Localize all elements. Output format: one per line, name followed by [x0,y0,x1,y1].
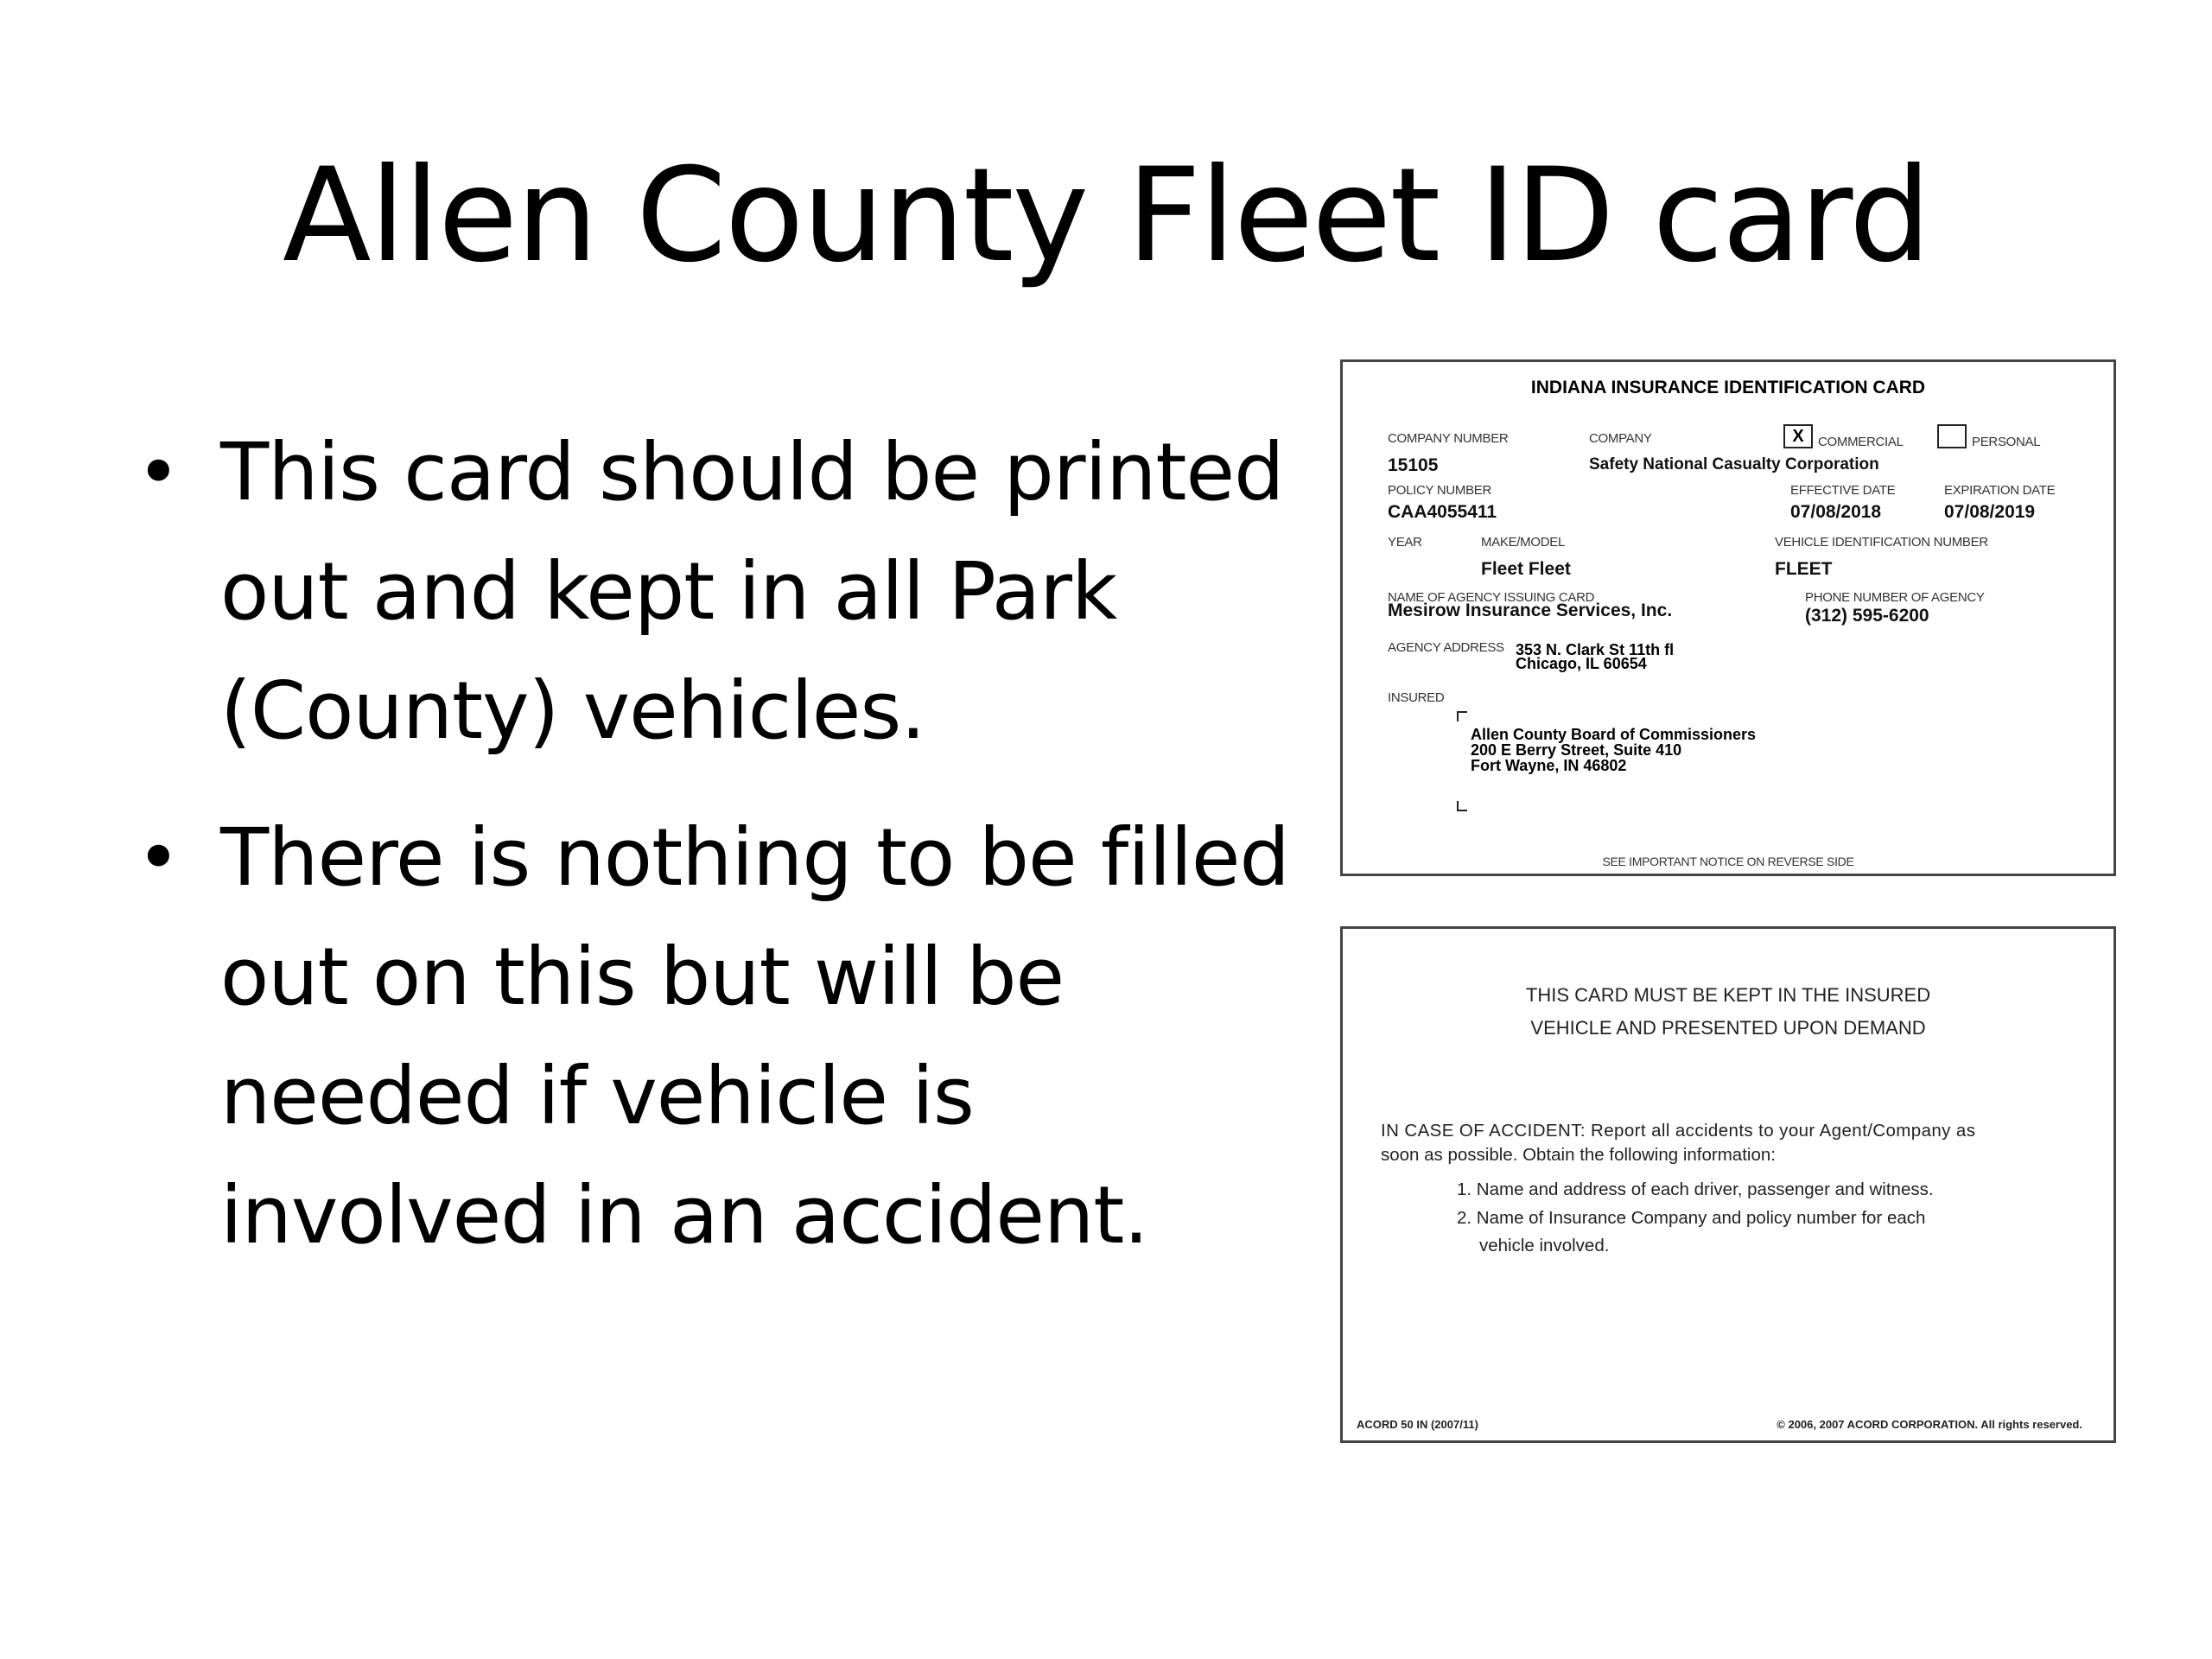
card-heading: INDIANA INSURANCE IDENTIFICATION CARD [1530,378,1926,397]
agency-name-value: Mesirow Insurance Services, Inc. [1388,601,1673,620]
accident-instructions-line1: IN CASE OF ACCIDENT: Report all accidents to your Agent/Company as [1381,1121,1976,1141]
bullet-icon: • [137,815,181,901]
personal-checkbox [1937,424,1967,448]
bullet-list [130,413,1313,1303]
accident-item-2-line1: 2. Name of Insurance Company and policy number for each [1457,1208,1926,1228]
expiration-date-value: 07/08/2019 [1944,502,2036,522]
company-value: Safety National Casualty Corporation [1589,455,1879,474]
accident-instructions-line2: soon as possible. Obtain the following information: [1381,1145,1776,1165]
policy-number-label: POLICY NUMBER [1388,483,1492,498]
agency-phone-label: PHONE NUMBER OF AGENCY [1805,590,1985,605]
bullet-text: There is nothing to be filled out on this but will be needed if vehicle is involved in an accident. [220,811,1289,1262]
insured-line2: 200 E Berry Street, Suite 410 [1471,741,1682,759]
commercial-label: COMMERCIAL [1818,435,1904,449]
make-model-label: MAKE/MODEL [1481,535,1566,550]
copyright-notice: © 2006, 2007 ACORD CORPORATION. All rights reserved. [1777,1418,2082,1431]
kept-in-vehicle-line2: VEHICLE AND PRESENTED UPON DEMAND [1530,1017,1926,1039]
accident-item-1: 1. Name and address of each driver, passenger and witness. [1457,1179,1934,1199]
company-label: COMPANY [1589,431,1652,446]
company-number-value: 15105 [1388,455,1439,475]
make-model-value: Fleet Fleet [1481,559,1571,579]
agency-address-line2: Chicago, IL 60654 [1516,655,1647,672]
id-card-back [1340,926,2116,1443]
accident-item-2-line2: vehicle involved. [1479,1236,1610,1255]
bullet-icon: • [137,429,181,516]
bullet-item [130,413,1313,771]
reverse-side-notice: SEE IMPORTANT NOTICE ON REVERSE SIDE [1602,855,1854,868]
id-card-front [1340,359,2116,876]
vin-value: FLEET [1775,559,1833,579]
policy-number-value: CAA4055411 [1388,502,1497,522]
year-label: YEAR [1388,535,1422,550]
slide-title: Allen County Fleet ID card [283,141,1929,291]
insured-label: INSURED [1388,690,1445,705]
agency-name-label: NAME OF AGENCY ISSUING CARD [1388,590,1595,605]
insured-line3: Fort Wayne, IN 46802 [1471,757,1627,774]
effective-date-label: EFFECTIVE DATE [1790,483,1896,498]
kept-in-vehicle-line1: THIS CARD MUST BE KEPT IN THE INSURED [1525,984,1931,1006]
address-window-corner-bottom [1457,801,1467,811]
expiration-date-label: EXPIRATION DATE [1944,483,2056,498]
form-id: ACORD 50 IN (2007/11) [1357,1418,1478,1431]
vin-label: VEHICLE IDENTIFICATION NUMBER [1775,535,1988,550]
agency-address-label: AGENCY ADDRESS [1388,640,1504,655]
commercial-checkbox: X [1783,424,1813,448]
bullet-item [130,798,1313,1275]
agency-address-line1: 353 N. Clark St 11th fl [1516,641,1675,658]
insured-line1: Allen County Board of Commissioners [1471,726,1757,743]
agency-phone-value: (312) 595-6200 [1805,606,1929,626]
bullet-text: This card should be printed out and kept in all Park (County) vehicles. [220,426,1284,757]
effective-date-value: 07/08/2018 [1790,502,1882,522]
address-window-corner-top [1457,711,1467,721]
company-number-label: COMPANY NUMBER [1388,431,1509,446]
personal-label: PERSONAL [1972,435,2041,449]
